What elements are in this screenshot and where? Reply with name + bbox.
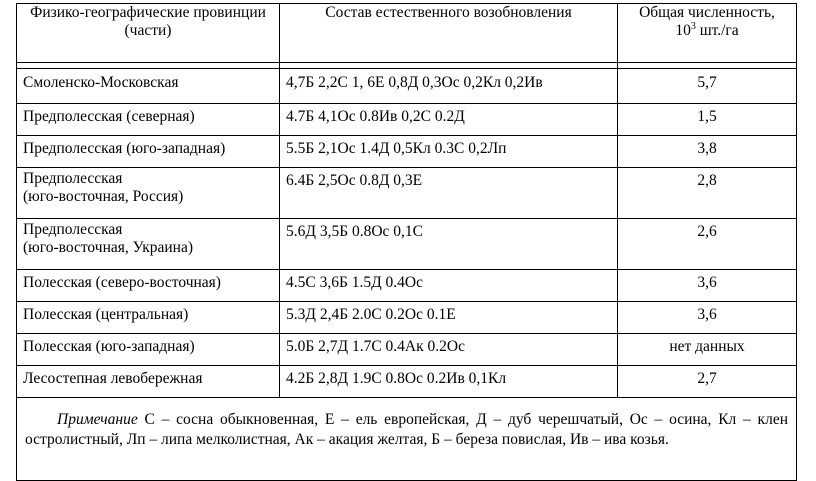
cell-composition: 5.5Б 2,1Ос 1.4Д 0,5Кл 0.3С 0,2Лп [280, 136, 618, 168]
header-total-prefix: Общая численность, [639, 4, 775, 21]
cell-composition: 5.6Д 3,5Б 0.8Ос 0,1С [280, 219, 618, 270]
cell-total: 3,6 [618, 302, 797, 334]
cell-total: нет данных [618, 334, 797, 366]
header-total-suffix: шт./га [695, 22, 739, 39]
table-row [17, 136, 797, 168]
cell-composition: 6.4Б 2,5Ос 0.8Д 0,3Е [280, 168, 618, 219]
header-province: Физико-географические провинции (части) [17, 4, 280, 63]
cell-province: Предполесская (юго-западная) [17, 136, 280, 168]
cell-province-line1: Предполесская [23, 170, 123, 187]
cell-total: 2,6 [618, 219, 797, 270]
cell-province-line2: (юго-восточная, Россия) [23, 188, 184, 205]
table-row [17, 366, 797, 398]
cell-province [17, 219, 280, 270]
cell-total: 3,8 [618, 136, 797, 168]
cell-total: 3,6 [618, 270, 797, 302]
cell-province: Полесская (юго-западная) [17, 334, 280, 366]
cell-total: 5,7 [618, 69, 797, 104]
table-row [17, 104, 797, 136]
note-cell [17, 398, 797, 481]
cell-total: 2,8 [618, 168, 797, 219]
cell-province: Предполесская (северная) [17, 104, 280, 136]
cell-composition: 4,7Б 2,2С 1, 6Е 0,8Д 0,3Ос 0,2Кл 0,2Ив [280, 69, 618, 104]
table-row [17, 69, 797, 104]
cell-composition: 5.0Б 2,7Д 1.7С 0.4Ак 0.2Ос [280, 334, 618, 366]
note-row [17, 398, 797, 481]
table-row [17, 270, 797, 302]
header-total-exp: 3 [690, 21, 696, 32]
cell-province: Смоленско-Московская [17, 69, 280, 104]
cell-province: Лесостепная левобережная [17, 366, 280, 398]
note-text: С – сосна обыкновенная, Е – ель европейская, Д – дуб черешчатый, Ос – осина, Кл – клен остролистный, Лп – липа мелколистная, Ак – акация желтая, Б – береза повислая, Ив – ива козья. [25, 411, 788, 448]
header-total [618, 4, 797, 63]
cell-composition: 4.2Б 2,8Д 1.9С 0.8Ос 0.2Ив 0,1Кл [280, 366, 618, 398]
table-row [17, 302, 797, 334]
table-row [17, 334, 797, 366]
cell-composition: 4.7Б 4,1Ос 0.8Ив 0,2С 0.2Д [280, 104, 618, 136]
regeneration-table [16, 3, 797, 481]
cell-composition: 5.3Д 2,4Б 2.0С 0.2Ос 0.1Е [280, 302, 618, 334]
cell-province-line1: Предполесская [23, 221, 123, 238]
cell-province: Полесская (северо-восточная) [17, 270, 280, 302]
table-row [17, 168, 797, 219]
cell-province: Полесская (центральная) [17, 302, 280, 334]
cell-total: 2,7 [618, 366, 797, 398]
header-row [17, 4, 797, 63]
header-composition: Состав естественного возобновления [280, 4, 618, 63]
cell-province [17, 168, 280, 219]
cell-province-line2: (юго-восточная, Украина) [23, 239, 194, 256]
table-row [17, 219, 797, 270]
header-total-base: 10 [675, 22, 691, 39]
cell-composition: 4.5С 3,6Б 1.5Д 0.4Ос [280, 270, 618, 302]
cell-total: 1,5 [618, 104, 797, 136]
note-intro: Примечание [57, 411, 138, 428]
